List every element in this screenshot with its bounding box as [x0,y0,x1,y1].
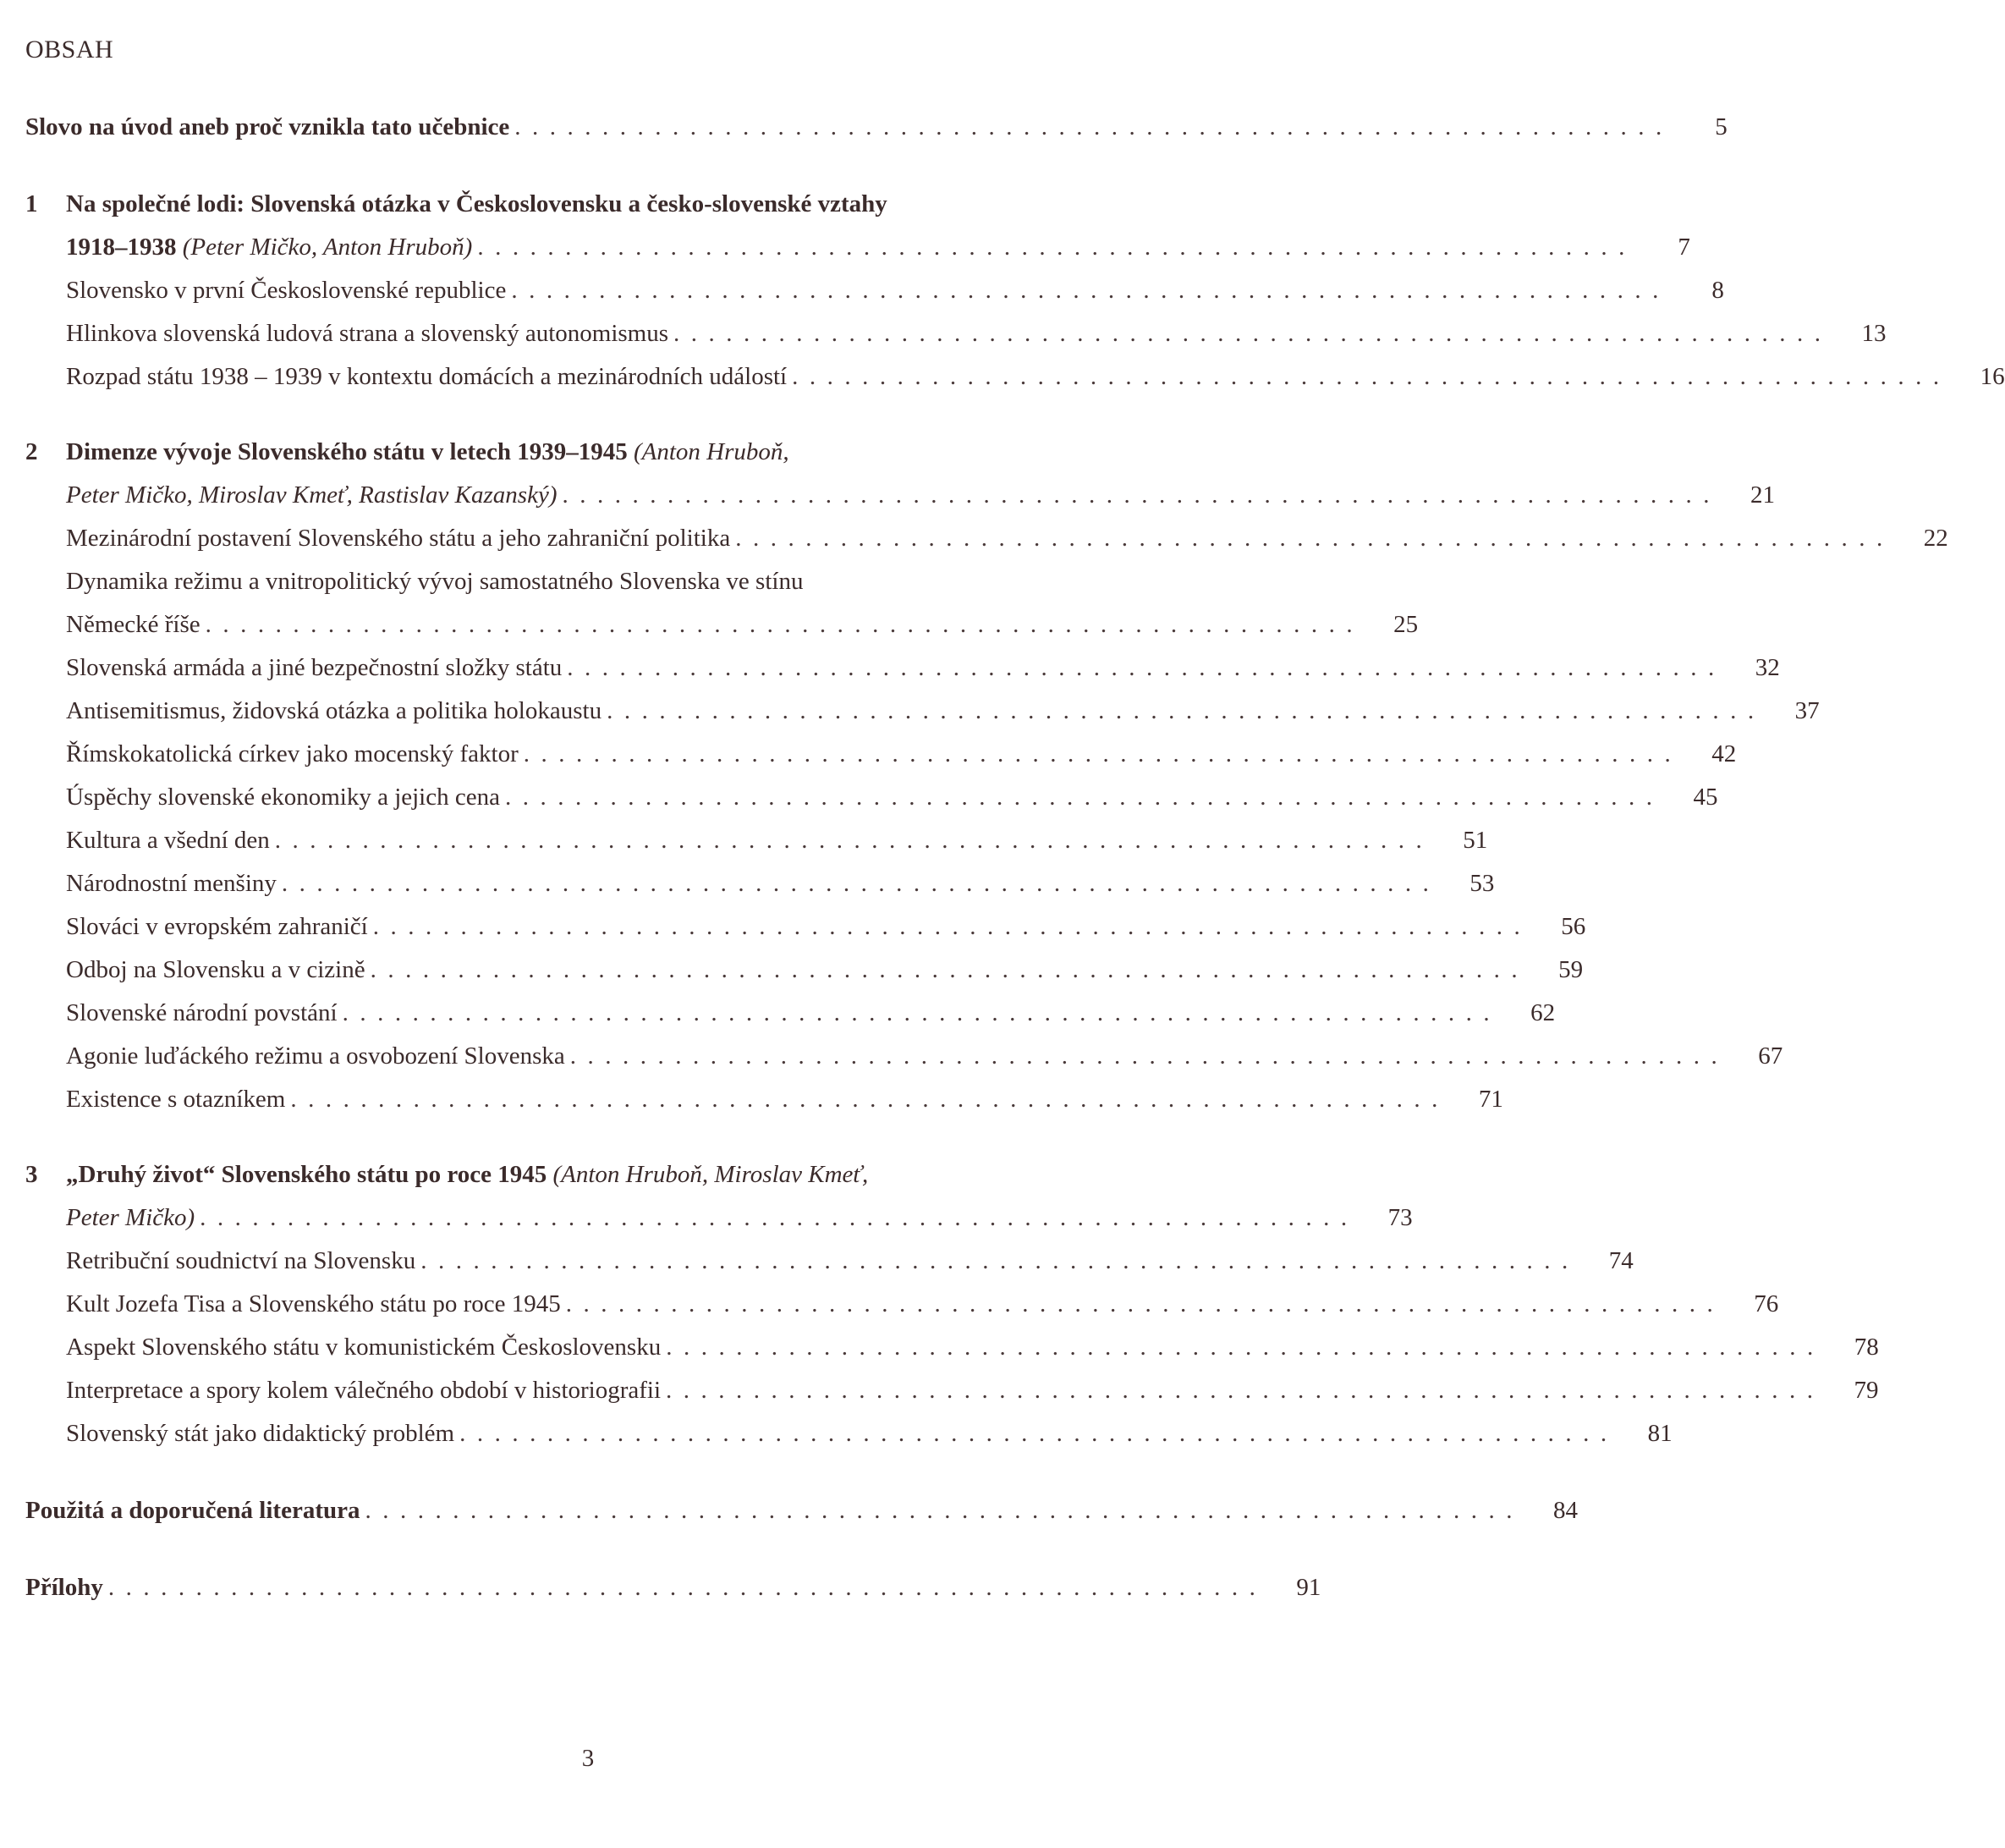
dot-leader: .................................................................. [504,784,1664,811]
dot-leader: .................................................................. [370,956,1530,983]
dot-leader: .................................................................. [290,1086,1449,1113]
dot-leader: .................................................................. [666,1334,1825,1361]
chapter-number: 1 [25,190,38,217]
entry-title: Přílohy [25,1574,103,1601]
section-page: 62 [1530,999,1556,1026]
toc-section[interactable] [25,776,1718,819]
toc-section[interactable] [25,1412,1673,1455]
section-title: Římskokatolická církev jako mocenský faktor [66,740,519,767]
toc-section[interactable] [25,1369,1879,1412]
page-heading: OBSAH [25,36,114,63]
entry-title: Slovo na úvod aneb proč vznikla tato učebnice [25,113,510,140]
dot-leader: .................................................................. [792,363,1951,390]
section-title: Úspěchy slovenské ekonomiky a jejich cena [66,784,500,811]
section-title: Aspekt Slovenského státu v komunistickém Československu [66,1334,662,1361]
toc-section[interactable] [25,862,1495,905]
chapter-authors: (Anton Hruboň, [633,438,789,465]
section-page: 32 [1755,654,1780,681]
section-page: 42 [1711,740,1737,767]
section-page: 13 [1861,320,1887,347]
chapter-page: 7 [1678,234,1690,261]
dot-leader: .................................................................. [205,611,1365,638]
section-title: Slovenské národní povstání [66,999,338,1026]
dot-leader: .................................................................. [274,827,1434,854]
section-title: Hlinkova slovenská ludová strana a slovenský autonomismus [66,320,669,347]
toc-chapter-3[interactable] [25,1153,1413,1240]
chapter-authors: (Anton Hruboň, Miroslav Kmeť, [552,1161,869,1188]
dot-leader: .................................................................. [523,740,1683,767]
toc-section[interactable] [25,355,2005,399]
section-page: 45 [1693,784,1718,811]
section-page: 71 [1478,1086,1503,1113]
section-page: 76 [1754,1290,1779,1317]
section-title: Slovenská armáda a jiné bezpečnostní složky státu [66,654,563,681]
chapter-page: 73 [1387,1204,1413,1231]
section-page: 8 [1711,277,1724,304]
section-page: 25 [1393,611,1419,638]
section-page: 59 [1558,956,1584,983]
section-page: 74 [1608,1247,1634,1274]
section-page: 78 [1854,1334,1879,1361]
dot-leader: .................................................................. [459,1420,1618,1447]
section-title-cont: Německé říše [66,611,200,638]
section-page: 79 [1854,1377,1879,1404]
section-title: Dynamika režimu a vnitropolitický vývoj samostatného Slovenska ve stínu [66,568,804,595]
dot-leader: .................................................................. [735,525,1894,552]
chapter-number: 3 [25,1161,38,1188]
chapter-number: 2 [25,438,38,465]
dot-leader: .................................................................. [567,654,1726,681]
chapter-authors: (Peter Mičko, Anton Hruboň) [182,234,473,261]
chapter-title: Na společné lodi: Slovenská otázka v Československu a česko-slovenské vztahy [66,190,887,217]
toc-section[interactable] [25,949,1584,992]
toc-chapter-2[interactable] [25,431,1775,517]
dot-leader: .................................................................. [511,277,1670,304]
dot-leader: .................................................................. [673,320,1832,347]
section-title: Rozpad státu 1938 – 1939 v kontextu domácích a mezinárodních událostí [66,363,788,390]
section-title: Agonie luďáckého režimu a osvobození Slovenska [66,1042,565,1070]
dot-leader: .................................................................. [342,999,1502,1026]
toc-chapter-1[interactable] [25,183,1690,269]
dot-leader: .................................................................. [565,1290,1725,1317]
dot-leader: .................................................................. [569,1042,1729,1070]
toc-section[interactable] [25,905,1586,949]
toc-section[interactable] [25,560,1419,646]
chapter-title-cont: 1918–1938 [66,234,177,261]
toc-section[interactable] [25,646,1780,690]
chapter-authors-cont: Peter Mičko) [66,1204,195,1231]
dot-leader: .................................................................. [365,1497,1524,1524]
toc-section[interactable] [25,690,1820,733]
section-page: 37 [1794,697,1820,724]
table-of-contents [25,106,2005,1609]
toc-section[interactable] [25,819,1488,862]
dot-leader: .................................................................. [372,913,1532,940]
section-title: Slovensko v první Československé republice [66,277,507,304]
chapter-page: 21 [1750,481,1775,509]
toc-entry-appendices[interactable] [25,1566,1321,1609]
section-page: 56 [1561,913,1586,940]
section-title: Slovenský stát jako didaktický problém [66,1420,455,1447]
section-title: Existence s otazníkem [66,1086,286,1113]
section-title: Retribuční soudnictví na Slovensku [66,1247,416,1274]
toc-section[interactable] [25,1326,1879,1369]
section-title: Kultura a všední den [66,827,270,854]
section-title: Interpretace a spory kolem válečného období v historiografii [66,1377,662,1404]
dot-leader: .................................................................. [477,234,1636,261]
toc-section[interactable] [25,1240,1634,1283]
toc-section[interactable] [25,733,1737,776]
section-title: Antisemitismus, židovská otázka a politika holokaustu [66,697,602,724]
entry-title: Použitá a doporučená literatura [25,1497,360,1524]
toc-section[interactable] [25,992,1556,1035]
section-page: 81 [1647,1420,1673,1447]
dot-leader: .................................................................. [562,481,1721,509]
dot-leader: .................................................................. [607,697,1766,724]
section-title: Národnostní menšiny [66,870,277,897]
toc-section[interactable] [25,1078,1503,1121]
dot-leader: .................................................................. [420,1247,1579,1274]
toc-section[interactable] [25,517,1948,560]
toc-entry-foreword[interactable] [25,106,1728,149]
section-page: 51 [1463,827,1488,854]
entry-page: 91 [1296,1574,1321,1601]
toc-section[interactable] [25,1283,1779,1326]
toc-section[interactable] [25,269,1724,312]
section-title: Slováci v evropském zahraničí [66,913,368,940]
toc-section[interactable] [25,1035,1783,1078]
section-title: Odboj na Slovensku a v cizině [66,956,365,983]
section-title: Mezinárodní postavení Slovenského státu a jeho zahraniční politika [66,525,731,552]
chapter-title: „Druhý život“ Slovenského státu po roce 1945 [66,1161,547,1188]
section-title: Kult Jozefa Tisa a Slovenského státu po roce 1945 [66,1290,561,1317]
section-page: 53 [1469,870,1495,897]
entry-page: 84 [1552,1497,1578,1524]
entry-page: 5 [1715,113,1728,140]
dot-leader: .................................................................. [666,1377,1825,1404]
toc-entry-literature[interactable] [25,1489,1578,1532]
dot-leader: .................................................................. [281,870,1441,897]
chapter-title: Dimenze vývoje Slovenského státu v letech 1939–1945 [66,438,628,465]
section-page: 16 [1980,363,2005,390]
toc-section[interactable] [25,312,1887,355]
chapter-authors-cont: Peter Mičko, Miroslav Kmeť, Rastislav Kazanský) [66,481,558,509]
dot-leader: .................................................................. [514,113,1673,140]
page-number: 3 [581,1745,595,1772]
section-page: 22 [1923,525,1948,552]
dot-leader: .................................................................. [107,1574,1267,1601]
section-page: 67 [1758,1042,1783,1070]
dot-leader: .................................................................. [200,1204,1359,1231]
